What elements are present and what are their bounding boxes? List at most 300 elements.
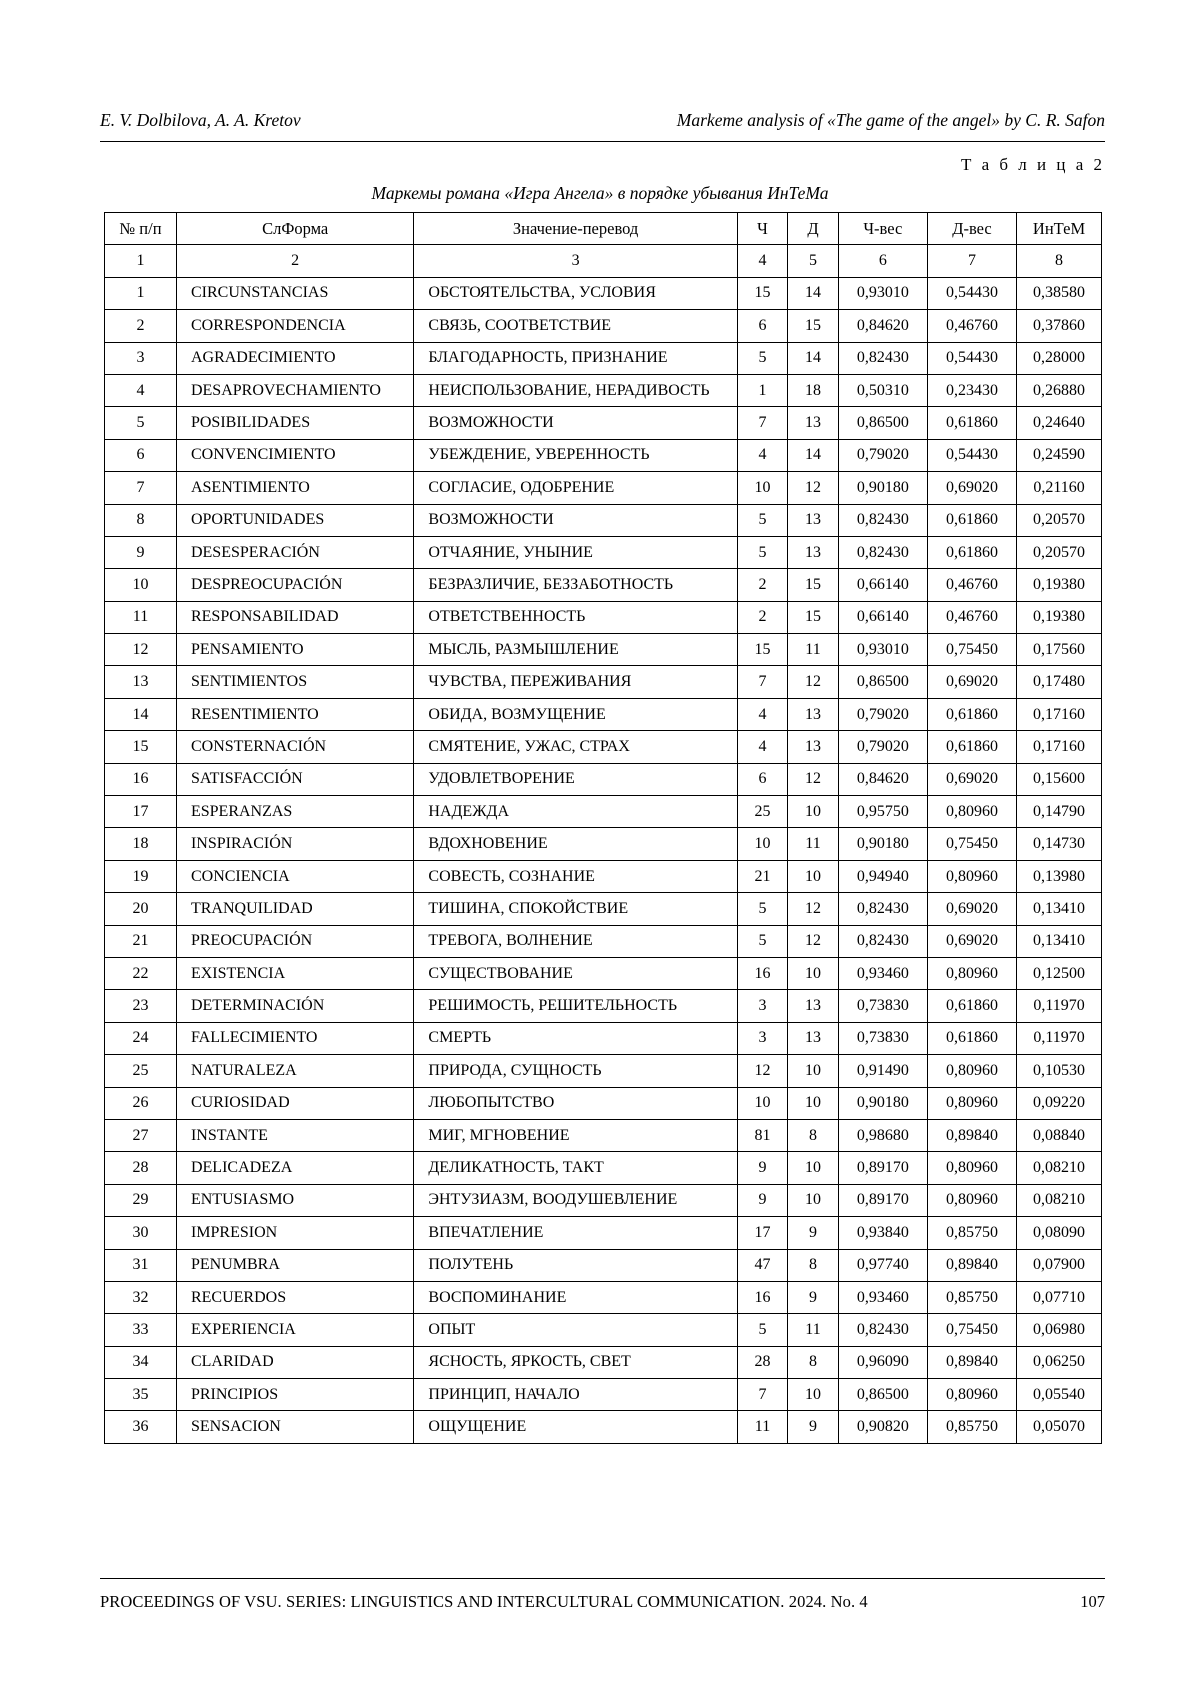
cell-meaning: ОПЫТ — [414, 1314, 737, 1346]
cell-d: 18 — [788, 374, 838, 406]
cell-intem: 0,08210 — [1017, 1184, 1102, 1216]
cell-d: 9 — [788, 1281, 838, 1313]
cell-ch: 10 — [737, 1087, 787, 1119]
cell-d-weight: 0,80960 — [927, 1152, 1016, 1184]
cell-ch-weight: 0,86500 — [838, 407, 927, 439]
cell-wordform: SATISFACCIÓN — [176, 763, 413, 795]
cell-ch-weight: 0,82430 — [838, 536, 927, 568]
table-row — [105, 1184, 1102, 1216]
column-header-d-weight: Д-вес — [927, 213, 1016, 245]
cell-d-weight: 0,69020 — [927, 893, 1016, 925]
table-row — [105, 277, 1102, 309]
cell-intem: 0,09220 — [1017, 1087, 1102, 1119]
cell-number: 30 — [105, 1217, 177, 1249]
cell-wordform: CURIOSIDAD — [176, 1087, 413, 1119]
cell-d: 12 — [788, 666, 838, 698]
cell-ch: 2 — [737, 601, 787, 633]
table-body — [105, 277, 1102, 1443]
cell-d-weight: 0,85750 — [927, 1217, 1016, 1249]
table-row — [105, 925, 1102, 957]
cell-number: 9 — [105, 536, 177, 568]
cell-wordform: CONSTERNACIÓN — [176, 731, 413, 763]
cell-ch: 4 — [737, 731, 787, 763]
cell-ch: 15 — [737, 634, 787, 666]
cell-ch-weight: 0,93840 — [838, 1217, 927, 1249]
cell-number: 23 — [105, 990, 177, 1022]
cell-wordform: NATURALEZA — [176, 1055, 413, 1087]
column-header-ch-weight: Ч-вес — [838, 213, 927, 245]
cell-wordform: DESAPROVECHAMIENTO — [176, 374, 413, 406]
cell-number: 8 — [105, 504, 177, 536]
table-row — [105, 796, 1102, 828]
cell-number: 2 — [105, 310, 177, 342]
cell-intem: 0,19380 — [1017, 601, 1102, 633]
cell-number: 22 — [105, 957, 177, 989]
cell-d: 13 — [788, 1022, 838, 1054]
cell-d: 11 — [788, 1314, 838, 1346]
cell-wordform: SENTIMIENTOS — [176, 666, 413, 698]
cell-number: 24 — [105, 1022, 177, 1054]
cell-d: 8 — [788, 1249, 838, 1281]
cell-intem: 0,14730 — [1017, 828, 1102, 860]
cell-intem: 0,12500 — [1017, 957, 1102, 989]
column-header-d: Д — [788, 213, 838, 245]
cell-d: 9 — [788, 1217, 838, 1249]
cell-wordform: ASENTIMIENTO — [176, 472, 413, 504]
cell-number: 13 — [105, 666, 177, 698]
cell-wordform: CLARIDAD — [176, 1346, 413, 1378]
cell-number: 17 — [105, 796, 177, 828]
cell-intem: 0,13980 — [1017, 860, 1102, 892]
cell-ch-weight: 0,82430 — [838, 504, 927, 536]
cell-meaning: ЧУВСТВА, ПЕРЕЖИВАНИЯ — [414, 666, 737, 698]
cell-wordform: FALLECIMIENTO — [176, 1022, 413, 1054]
cell-wordform: ENTUSIASMO — [176, 1184, 413, 1216]
cell-ch: 28 — [737, 1346, 787, 1378]
cell-intem: 0,05540 — [1017, 1379, 1102, 1411]
cell-intem: 0,05070 — [1017, 1411, 1102, 1443]
footer-journal: PROCEEDINGS OF VSU. SERIES: LINGUISTICS AND INTERCULTURAL COMMUNICATION. 2024. No. 4 — [100, 1592, 868, 1611]
cell-intem: 0,14790 — [1017, 796, 1102, 828]
cell-meaning: ОТВЕТСТВЕННОСТЬ — [414, 601, 737, 633]
cell-d: 10 — [788, 1184, 838, 1216]
cell-ch: 11 — [737, 1411, 787, 1443]
cell-d-weight: 0,54430 — [927, 342, 1016, 374]
cell-intem: 0,07710 — [1017, 1281, 1102, 1313]
cell-d: 8 — [788, 1346, 838, 1378]
cell-ch-weight: 0,93460 — [838, 957, 927, 989]
cell-number: 15 — [105, 731, 177, 763]
cell-wordform: TRANQUILIDAD — [176, 893, 413, 925]
cell-ch-weight: 0,84620 — [838, 763, 927, 795]
cell-d-weight: 0,54430 — [927, 277, 1016, 309]
table-row — [105, 472, 1102, 504]
cell-ch: 12 — [737, 1055, 787, 1087]
cell-wordform: DELICADEZA — [176, 1152, 413, 1184]
cell-ch-weight: 0,89170 — [838, 1184, 927, 1216]
cell-meaning: ПРИНЦИП, НАЧАЛО — [414, 1379, 737, 1411]
cell-meaning: НАДЕЖДА — [414, 796, 737, 828]
cell-d-weight: 0,75450 — [927, 1314, 1016, 1346]
cell-intem: 0,06250 — [1017, 1346, 1102, 1378]
cell-d-weight: 0,61860 — [927, 698, 1016, 730]
cell-d-weight: 0,46760 — [927, 601, 1016, 633]
cell-ch-weight: 0,82430 — [838, 342, 927, 374]
column-index-8: 8 — [1017, 245, 1102, 277]
table-row — [105, 860, 1102, 892]
table-row — [105, 1379, 1102, 1411]
cell-d-weight: 0,80960 — [927, 1379, 1016, 1411]
cell-number: 19 — [105, 860, 177, 892]
cell-wordform: CONVENCIMIENTO — [176, 439, 413, 471]
cell-ch-weight: 0,96090 — [838, 1346, 927, 1378]
cell-ch: 6 — [737, 310, 787, 342]
cell-meaning: РЕШИМОСТЬ, РЕШИТЕЛЬНОСТЬ — [414, 990, 737, 1022]
cell-meaning: СОГЛАСИЕ, ОДОБРЕНИЕ — [414, 472, 737, 504]
cell-number: 33 — [105, 1314, 177, 1346]
column-index-1: 1 — [105, 245, 177, 277]
cell-ch-weight: 0,82430 — [838, 893, 927, 925]
cell-ch: 81 — [737, 1119, 787, 1151]
table-header-row — [105, 213, 1102, 245]
cell-ch: 7 — [737, 1379, 787, 1411]
cell-intem: 0,37860 — [1017, 310, 1102, 342]
table-row — [105, 634, 1102, 666]
cell-wordform: PREOCUPACIÓN — [176, 925, 413, 957]
cell-number: 16 — [105, 763, 177, 795]
cell-wordform: EXISTENCIA — [176, 957, 413, 989]
table-row — [105, 407, 1102, 439]
cell-d-weight: 0,69020 — [927, 472, 1016, 504]
cell-d-weight: 0,69020 — [927, 763, 1016, 795]
cell-number: 3 — [105, 342, 177, 374]
table-row — [105, 893, 1102, 925]
table-row — [105, 310, 1102, 342]
table-row — [105, 1217, 1102, 1249]
cell-ch-weight: 0,93460 — [838, 1281, 927, 1313]
cell-ch: 9 — [737, 1184, 787, 1216]
cell-d-weight: 0,23430 — [927, 374, 1016, 406]
table-head — [105, 213, 1102, 278]
table-row — [105, 666, 1102, 698]
cell-ch-weight: 0,79020 — [838, 731, 927, 763]
cell-number: 5 — [105, 407, 177, 439]
table-row — [105, 990, 1102, 1022]
cell-ch: 7 — [737, 666, 787, 698]
table-row — [105, 763, 1102, 795]
cell-d: 13 — [788, 731, 838, 763]
cell-d: 10 — [788, 796, 838, 828]
column-index-5: 5 — [788, 245, 838, 277]
cell-wordform: EXPERIENCIA — [176, 1314, 413, 1346]
cell-d-weight: 0,80960 — [927, 957, 1016, 989]
cell-d: 11 — [788, 634, 838, 666]
cell-ch-weight: 0,93010 — [838, 277, 927, 309]
cell-wordform: INSTANTE — [176, 1119, 413, 1151]
cell-d: 10 — [788, 1087, 838, 1119]
cell-wordform: DESPREOCUPACIÓN — [176, 569, 413, 601]
cell-d: 12 — [788, 925, 838, 957]
cell-ch-weight: 0,91490 — [838, 1055, 927, 1087]
cell-ch-weight: 0,82430 — [838, 1314, 927, 1346]
cell-d-weight: 0,80960 — [927, 1087, 1016, 1119]
cell-wordform: IMPRESION — [176, 1217, 413, 1249]
cell-ch: 10 — [737, 828, 787, 860]
cell-ch-weight: 0,94940 — [838, 860, 927, 892]
cell-intem: 0,17560 — [1017, 634, 1102, 666]
cell-d: 10 — [788, 1055, 838, 1087]
cell-d-weight: 0,89840 — [927, 1346, 1016, 1378]
cell-d: 10 — [788, 860, 838, 892]
cell-intem: 0,13410 — [1017, 925, 1102, 957]
cell-wordform: SENSACION — [176, 1411, 413, 1443]
cell-ch: 5 — [737, 536, 787, 568]
table-row — [105, 1055, 1102, 1087]
cell-intem: 0,06980 — [1017, 1314, 1102, 1346]
markeme-table — [104, 212, 1102, 1444]
cell-d: 13 — [788, 536, 838, 568]
cell-wordform: RESENTIMIENTO — [176, 698, 413, 730]
cell-number: 29 — [105, 1184, 177, 1216]
cell-d: 13 — [788, 504, 838, 536]
running-head-authors: E. V. Dolbilova, A. A. Kretov — [100, 110, 301, 130]
cell-meaning: ОБСТОЯТЕЛЬСТВА, УСЛОВИЯ — [414, 277, 737, 309]
cell-meaning: ПРИРОДА, СУЩНОСТЬ — [414, 1055, 737, 1087]
footer-page-number: 107 — [1080, 1592, 1105, 1611]
cell-intem: 0,17160 — [1017, 698, 1102, 730]
cell-d-weight: 0,85750 — [927, 1411, 1016, 1443]
cell-meaning: СМЯТЕНИЕ, УЖАС, СТРАХ — [414, 731, 737, 763]
cell-meaning: ОЩУЩЕНИЕ — [414, 1411, 737, 1443]
cell-d: 14 — [788, 342, 838, 374]
cell-ch: 10 — [737, 472, 787, 504]
cell-ch: 3 — [737, 1022, 787, 1054]
cell-ch-weight: 0,66140 — [838, 569, 927, 601]
cell-meaning: БЛАГОДАРНОСТЬ, ПРИЗНАНИЕ — [414, 342, 737, 374]
table-row — [105, 1152, 1102, 1184]
cell-d-weight: 0,75450 — [927, 634, 1016, 666]
cell-meaning: ПОЛУТЕНЬ — [414, 1249, 737, 1281]
table-row — [105, 569, 1102, 601]
cell-intem: 0,10530 — [1017, 1055, 1102, 1087]
column-index-2: 2 — [176, 245, 413, 277]
cell-wordform: DETERMINACIÓN — [176, 990, 413, 1022]
table-row — [105, 698, 1102, 730]
cell-number: 12 — [105, 634, 177, 666]
cell-meaning: СОВЕСТЬ, СОЗНАНИЕ — [414, 860, 737, 892]
cell-wordform: INSPIRACIÓN — [176, 828, 413, 860]
table-row — [105, 536, 1102, 568]
cell-wordform: PRINCIPIOS — [176, 1379, 413, 1411]
cell-ch: 5 — [737, 342, 787, 374]
cell-meaning: ВДОХНОВЕНИЕ — [414, 828, 737, 860]
cell-ch: 47 — [737, 1249, 787, 1281]
cell-d-weight: 0,46760 — [927, 310, 1016, 342]
running-head-title: Markeme analysis of «The game of the angel» by C. R. Safon — [676, 110, 1105, 130]
cell-meaning: ЭНТУЗИАЗМ, ВООДУШЕВЛЕНИЕ — [414, 1184, 737, 1216]
cell-number: 32 — [105, 1281, 177, 1313]
cell-d-weight: 0,61860 — [927, 407, 1016, 439]
cell-meaning: ОБИДА, ВОЗМУЩЕНИЕ — [414, 698, 737, 730]
cell-d: 11 — [788, 828, 838, 860]
cell-wordform: RESPONSABILIDAD — [176, 601, 413, 633]
cell-meaning: БЕЗРАЗЛИЧИЕ, БЕЗЗАБОТНОСТЬ — [414, 569, 737, 601]
cell-ch-weight: 0,97740 — [838, 1249, 927, 1281]
cell-ch: 5 — [737, 925, 787, 957]
cell-number: 7 — [105, 472, 177, 504]
cell-ch-weight: 0,79020 — [838, 698, 927, 730]
column-header-intem: ИнТеМ — [1017, 213, 1102, 245]
cell-ch-weight: 0,50310 — [838, 374, 927, 406]
cell-meaning: НЕИСПОЛЬЗОВАНИЕ, НЕРАДИВОСТЬ — [414, 374, 737, 406]
cell-d-weight: 0,89840 — [927, 1249, 1016, 1281]
cell-intem: 0,17160 — [1017, 731, 1102, 763]
cell-ch: 5 — [737, 504, 787, 536]
cell-intem: 0,13410 — [1017, 893, 1102, 925]
cell-meaning: СУЩЕСТВОВАНИЕ — [414, 957, 737, 989]
cell-d-weight: 0,61860 — [927, 536, 1016, 568]
cell-intem: 0,15600 — [1017, 763, 1102, 795]
table-row — [105, 342, 1102, 374]
cell-meaning: СМЕРТЬ — [414, 1022, 737, 1054]
table-column-number-row — [105, 245, 1102, 277]
cell-d-weight: 0,61860 — [927, 1022, 1016, 1054]
table-row — [105, 957, 1102, 989]
cell-wordform: CONCIENCIA — [176, 860, 413, 892]
cell-d: 15 — [788, 569, 838, 601]
cell-number: 1 — [105, 277, 177, 309]
cell-number: 31 — [105, 1249, 177, 1281]
table-row — [105, 504, 1102, 536]
cell-d: 14 — [788, 277, 838, 309]
cell-intem: 0,08210 — [1017, 1152, 1102, 1184]
footer-divider — [100, 1578, 1105, 1579]
cell-meaning: ВОЗМОЖНОСТИ — [414, 407, 737, 439]
cell-meaning: ТИШИНА, СПОКОЙСТВИЕ — [414, 893, 737, 925]
cell-d-weight: 0,61860 — [927, 504, 1016, 536]
cell-d-weight: 0,61860 — [927, 731, 1016, 763]
cell-wordform: RECUERDOS — [176, 1281, 413, 1313]
running-head — [100, 110, 1105, 131]
cell-d: 15 — [788, 601, 838, 633]
cell-d-weight: 0,61860 — [927, 990, 1016, 1022]
column-header-number: № п/п — [105, 213, 177, 245]
cell-d-weight: 0,89840 — [927, 1119, 1016, 1151]
cell-d-weight: 0,54430 — [927, 439, 1016, 471]
cell-number: 6 — [105, 439, 177, 471]
cell-ch: 5 — [737, 893, 787, 925]
cell-wordform: PENSAMIENTO — [176, 634, 413, 666]
cell-d: 8 — [788, 1119, 838, 1151]
cell-d-weight: 0,80960 — [927, 796, 1016, 828]
cell-intem: 0,08090 — [1017, 1217, 1102, 1249]
cell-number: 26 — [105, 1087, 177, 1119]
cell-intem: 0,07900 — [1017, 1249, 1102, 1281]
cell-ch-weight: 0,93010 — [838, 634, 927, 666]
cell-ch-weight: 0,95750 — [838, 796, 927, 828]
table-caption: Маркемы романа «Игра Ангела» в порядке убывания ИнТеМа — [371, 183, 829, 203]
cell-meaning: СВЯЗЬ, СООТВЕТСТВИЕ — [414, 310, 737, 342]
table-row — [105, 1249, 1102, 1281]
table-row — [105, 1087, 1102, 1119]
cell-d-weight: 0,46760 — [927, 569, 1016, 601]
cell-number: 14 — [105, 698, 177, 730]
cell-meaning: МЫСЛЬ, РАЗМЫШЛЕНИЕ — [414, 634, 737, 666]
cell-intem: 0,11970 — [1017, 1022, 1102, 1054]
table-row — [105, 374, 1102, 406]
cell-ch: 25 — [737, 796, 787, 828]
cell-ch: 17 — [737, 1217, 787, 1249]
cell-d-weight: 0,80960 — [927, 1055, 1016, 1087]
cell-ch: 2 — [737, 569, 787, 601]
cell-wordform: CORRESPONDENCIA — [176, 310, 413, 342]
cell-d: 12 — [788, 472, 838, 504]
cell-meaning: ТРЕВОГА, ВОЛНЕНИЕ — [414, 925, 737, 957]
cell-ch-weight: 0,82430 — [838, 925, 927, 957]
cell-number: 11 — [105, 601, 177, 633]
cell-ch-weight: 0,90180 — [838, 1087, 927, 1119]
cell-intem: 0,24590 — [1017, 439, 1102, 471]
cell-d: 10 — [788, 957, 838, 989]
cell-d-weight: 0,85750 — [927, 1281, 1016, 1313]
cell-wordform: DESESPERACIÓN — [176, 536, 413, 568]
cell-number: 18 — [105, 828, 177, 860]
cell-intem: 0,26880 — [1017, 374, 1102, 406]
cell-meaning: ВОСПОМИНАНИЕ — [414, 1281, 737, 1313]
cell-wordform: POSIBILIDADES — [176, 407, 413, 439]
cell-ch-weight: 0,66140 — [838, 601, 927, 633]
cell-number: 10 — [105, 569, 177, 601]
cell-ch-weight: 0,73830 — [838, 1022, 927, 1054]
cell-ch: 15 — [737, 277, 787, 309]
cell-d: 10 — [788, 1379, 838, 1411]
column-index-7: 7 — [927, 245, 1016, 277]
table-row — [105, 1281, 1102, 1313]
cell-number: 4 — [105, 374, 177, 406]
cell-number: 34 — [105, 1346, 177, 1378]
cell-d-weight: 0,80960 — [927, 1184, 1016, 1216]
table-row — [105, 1411, 1102, 1443]
cell-d: 12 — [788, 893, 838, 925]
cell-wordform: ESPERANZAS — [176, 796, 413, 828]
cell-wordform: OPORTUNIDADES — [176, 504, 413, 536]
cell-ch-weight: 0,98680 — [838, 1119, 927, 1151]
cell-ch: 4 — [737, 698, 787, 730]
cell-wordform: AGRADECIMIENTO — [176, 342, 413, 374]
table-row — [105, 1119, 1102, 1151]
cell-d-weight: 0,80960 — [927, 860, 1016, 892]
column-index-3: 3 — [414, 245, 737, 277]
cell-meaning: ЛЮБОПЫТСТВО — [414, 1087, 737, 1119]
header-divider — [100, 141, 1105, 142]
table-row — [105, 601, 1102, 633]
cell-intem: 0,20570 — [1017, 504, 1102, 536]
cell-meaning: МИГ, МГНОВЕНИЕ — [414, 1119, 737, 1151]
cell-number: 27 — [105, 1119, 177, 1151]
cell-ch: 6 — [737, 763, 787, 795]
cell-d: 14 — [788, 439, 838, 471]
table-row — [105, 1022, 1102, 1054]
cell-d-weight: 0,69020 — [927, 925, 1016, 957]
cell-number: 21 — [105, 925, 177, 957]
cell-intem: 0,21160 — [1017, 472, 1102, 504]
cell-d: 15 — [788, 310, 838, 342]
table-number-label: Т а б л и ц а 2 — [960, 155, 1105, 174]
column-header-ch: Ч — [737, 213, 787, 245]
cell-d: 10 — [788, 1152, 838, 1184]
cell-intem: 0,17480 — [1017, 666, 1102, 698]
cell-d: 12 — [788, 763, 838, 795]
